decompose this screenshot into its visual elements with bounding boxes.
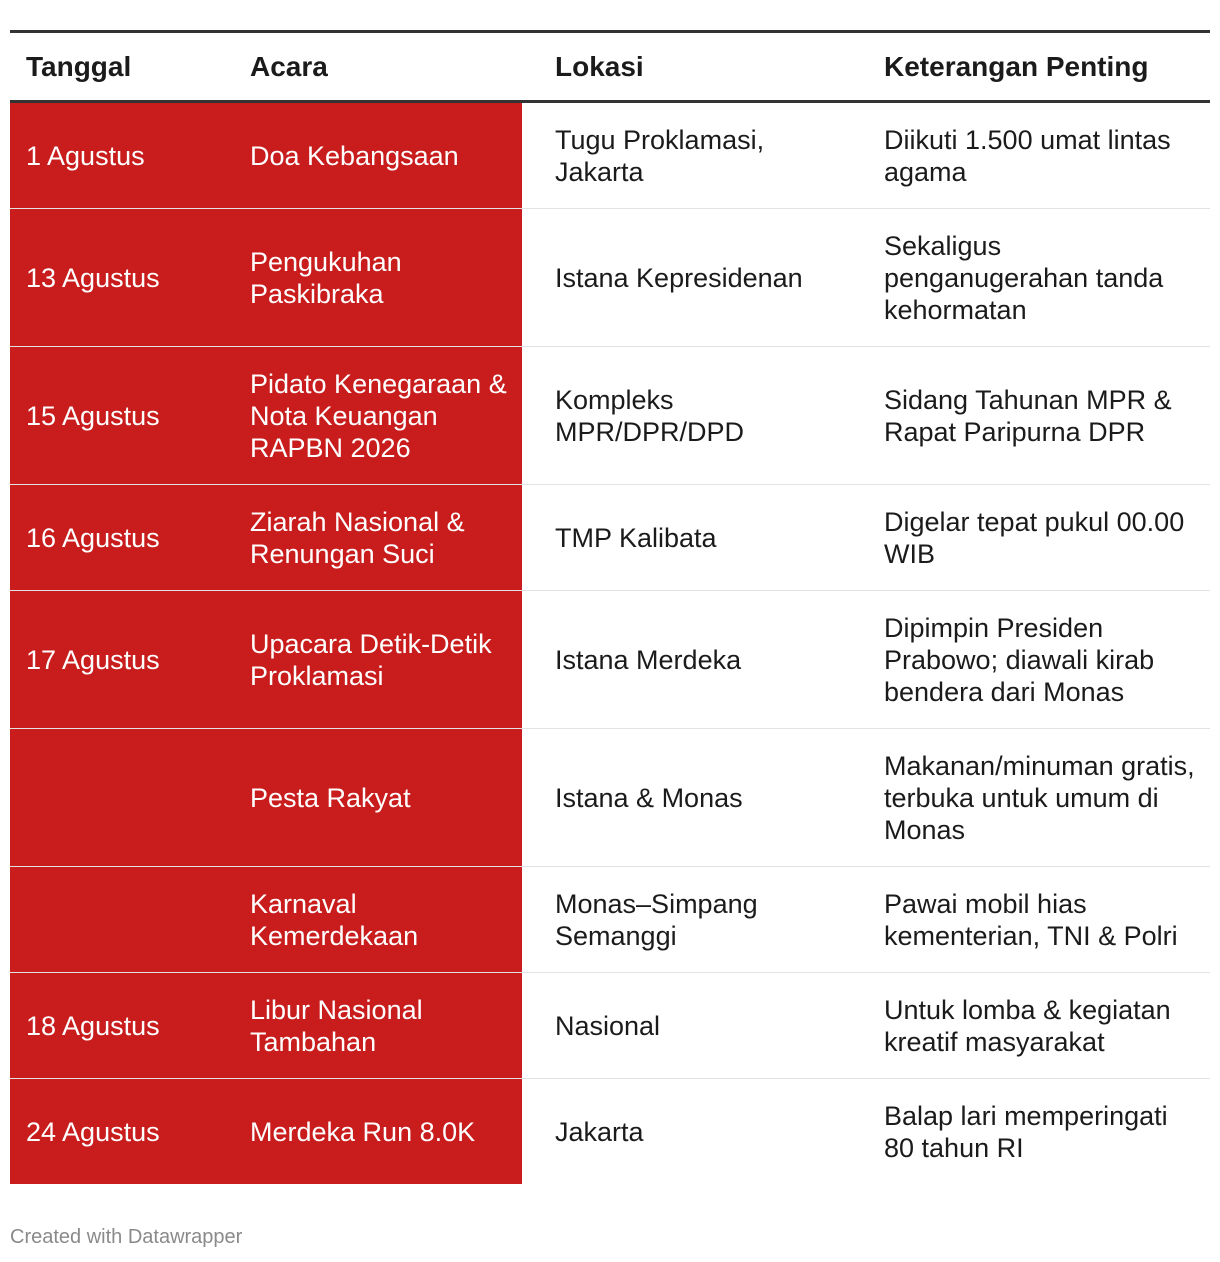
- cell-keterangan: Sekaligus penganugerahan tanda kehormatan: [884, 230, 1164, 325]
- events-table: [10, 30, 1210, 1184]
- table-row: [10, 867, 1210, 973]
- cell-keterangan: Diikuti 1.500 umat lintas agama: [884, 124, 1171, 187]
- cell-acara: Pesta Rakyat: [233, 729, 522, 866]
- table-row: [10, 103, 1210, 209]
- cell-tanggal: 13 Agustus: [10, 209, 233, 346]
- table-header: [10, 33, 1210, 103]
- table-row: [10, 1079, 1210, 1184]
- cell-lokasi: Tugu Proklamasi, Jakarta: [555, 124, 765, 187]
- cell-tanggal: 1 Agustus: [10, 103, 233, 208]
- cell-keterangan: Pawai mobil hias kementerian, TNI & Polri: [884, 888, 1178, 951]
- table-row: [10, 347, 1210, 485]
- cell-acara: Pidato Kenegaraan & Nota Keuangan RAPBN 2026: [233, 347, 522, 484]
- datawrapper-credit[interactable]: Created with Datawrapper: [10, 1226, 243, 1248]
- cell-lokasi: Kompleks MPR/DPR/DPD: [555, 384, 745, 447]
- header-acara: Acara: [250, 50, 328, 82]
- table-row: [10, 729, 1210, 867]
- cell-lokasi: Nasional: [555, 1010, 661, 1041]
- cell-lokasi: Istana & Monas: [555, 782, 743, 813]
- cell-acara: Upacara Detik-Detik Proklamasi: [233, 591, 522, 728]
- cell-lokasi: TMP Kalibata: [555, 522, 717, 553]
- table-row: [10, 209, 1210, 347]
- cell-acara: Merdeka Run 8.0K: [233, 1079, 522, 1184]
- cell-acara: Libur Nasional Tambahan: [233, 973, 522, 1078]
- cell-keterangan: Balap lari memperingati 80 tahun RI: [884, 1100, 1168, 1163]
- table-row: [10, 591, 1210, 729]
- cell-acara: Karnaval Kemerdekaan: [233, 867, 522, 972]
- cell-keterangan: Makanan/minuman gratis, terbuka untuk umum di Monas: [884, 750, 1195, 845]
- header-tanggal: Tanggal: [26, 50, 132, 82]
- cell-tanggal: 24 Agustus: [10, 1079, 233, 1184]
- cell-acara: Doa Kebangsaan: [233, 103, 522, 208]
- cell-tanggal: 16 Agustus: [10, 485, 233, 590]
- table-row: [10, 485, 1210, 591]
- cell-acara: Ziarah Nasional & Renungan Suci: [233, 485, 522, 590]
- cell-keterangan: Digelar tepat pukul 00.00 WIB: [884, 506, 1185, 569]
- cell-tanggal: [10, 729, 233, 866]
- header-lokasi: Lokasi: [555, 50, 644, 82]
- cell-tanggal: 18 Agustus: [10, 973, 233, 1078]
- cell-tanggal: [10, 867, 233, 972]
- table-row: [10, 973, 1210, 1079]
- cell-acara: Pengukuhan Paskibraka: [233, 209, 522, 346]
- cell-tanggal: 15 Agustus: [10, 347, 233, 484]
- cell-lokasi: Monas–Simpang Semanggi: [555, 888, 758, 951]
- cell-keterangan: Sidang Tahunan MPR & Rapat Paripurna DPR: [884, 384, 1172, 447]
- cell-lokasi: Jakarta: [555, 1116, 644, 1147]
- cell-keterangan: Dipimpin Presiden Prabowo; diawali kirab bendera dari Monas: [884, 612, 1155, 707]
- cell-tanggal: 17 Agustus: [10, 591, 233, 728]
- cell-keterangan: Untuk lomba & kegiatan kreatif masyarakat: [884, 994, 1171, 1057]
- header-keterangan: Keterangan Penting: [884, 50, 1149, 82]
- cell-lokasi: Istana Merdeka: [555, 644, 742, 675]
- cell-lokasi: Istana Kepresidenan: [555, 262, 803, 293]
